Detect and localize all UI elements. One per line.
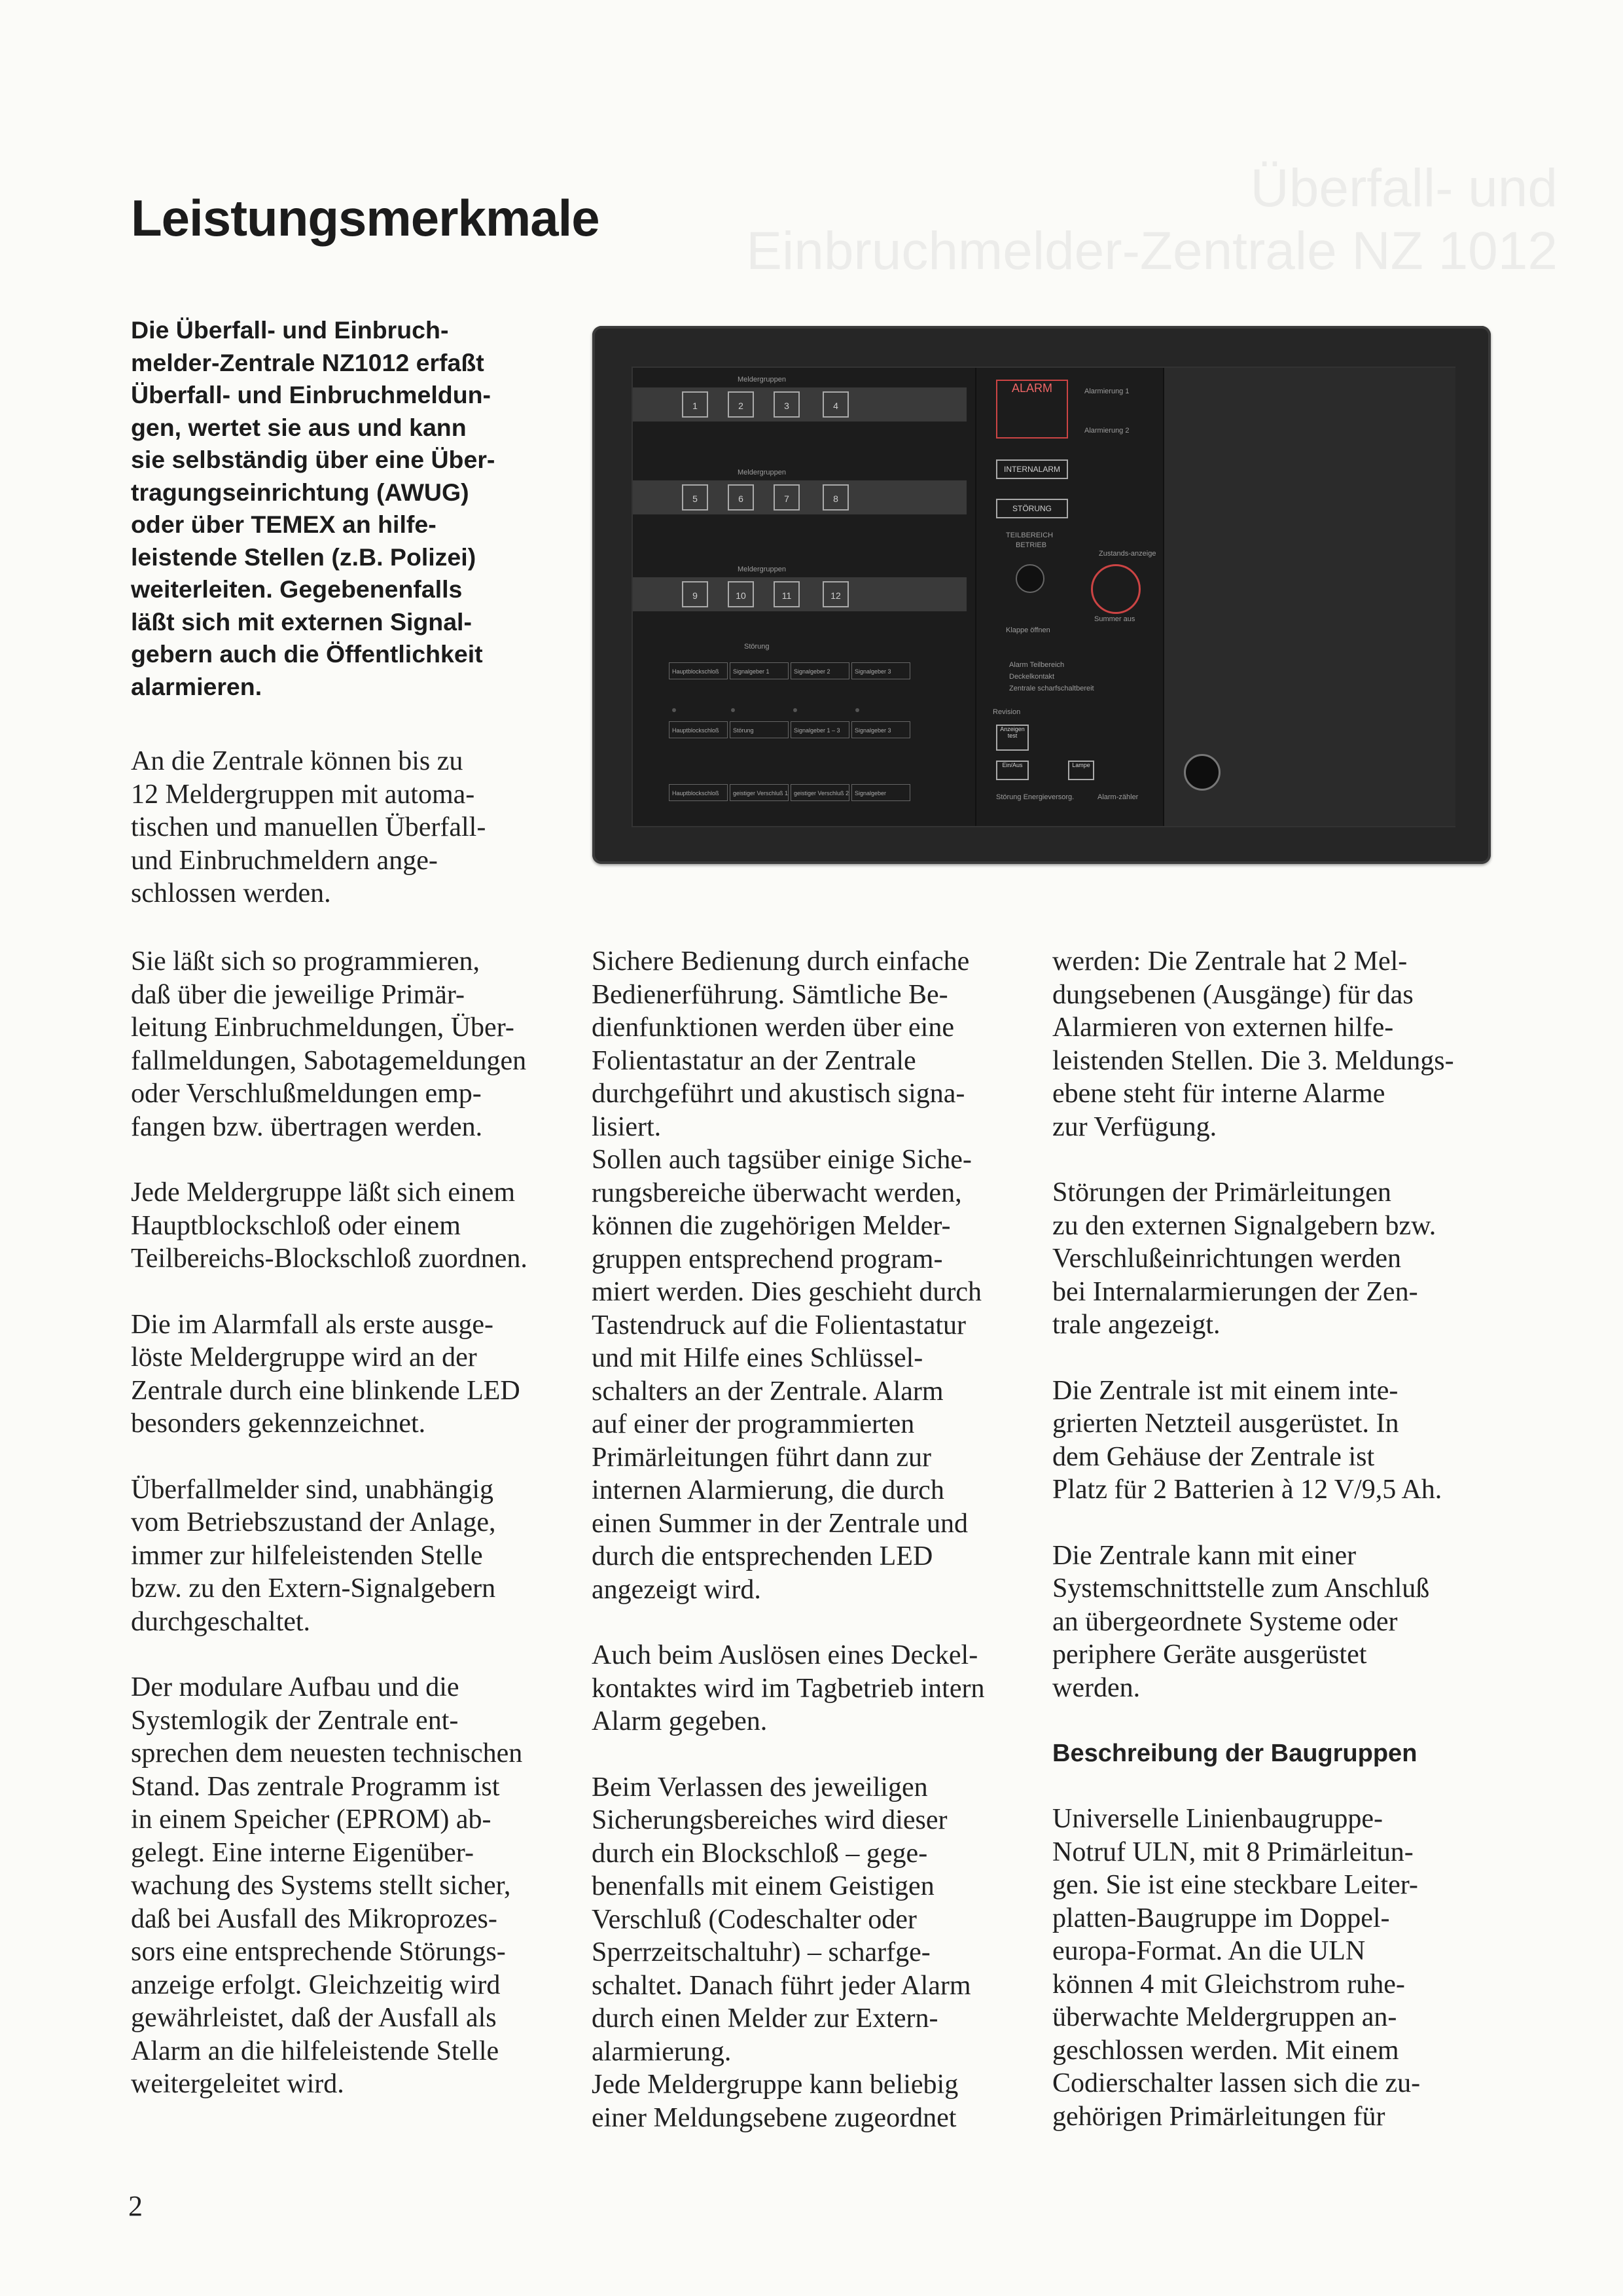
text-line: durch die entsprechenden LED bbox=[592, 1541, 933, 1571]
group-key: 10 bbox=[728, 581, 754, 607]
group-key: 12 bbox=[823, 581, 849, 607]
status-cell: geistiger Verschluß 1 bbox=[730, 784, 789, 801]
text-line: Stand. Das zentrale Programm ist bbox=[131, 1771, 500, 1802]
deckelkontakt-label: Deckelkontakt bbox=[1009, 673, 1055, 681]
group-key: 7 bbox=[774, 484, 800, 511]
text-line: internen Alarmierung, die durch bbox=[592, 1475, 944, 1505]
alarmierung2-label: Alarmierung 2 bbox=[1084, 427, 1130, 435]
betrieb-label: BETRIEB bbox=[1016, 541, 1047, 549]
col2-paragraph-3 bbox=[592, 1771, 1043, 2135]
col1-paragraph-2 bbox=[131, 1176, 582, 1276]
text-line: Hauptblockschloß oder einem bbox=[131, 1210, 461, 1241]
alarm-label: ALARM bbox=[1011, 382, 1052, 395]
text-line: ebene steht für interne Alarme bbox=[1052, 1079, 1385, 1109]
lock-icon bbox=[1184, 754, 1221, 791]
alarm-indicator bbox=[996, 380, 1068, 439]
text-line: können die zugehörigen Melder- bbox=[592, 1211, 951, 1241]
stoerung-button: STÖRUNG bbox=[996, 499, 1068, 518]
text-line: können 4 mit Gleichstrom ruhe- bbox=[1052, 1969, 1405, 2000]
lead-paragraph bbox=[131, 745, 556, 910]
status-cell: Hauptblockschloß bbox=[669, 721, 728, 738]
text-line: grierten Netzteil ausgerüstet. In bbox=[1052, 1408, 1399, 1439]
text-line: überwachte Meldergruppen an- bbox=[1052, 2002, 1397, 2032]
led bbox=[793, 708, 797, 712]
text-line: zu den externen Signalgebern bzw. bbox=[1052, 1210, 1436, 1241]
col3-paragraph-1 bbox=[1052, 945, 1504, 1143]
text-line: Sicherungsbereiches wird dieser bbox=[592, 1805, 948, 1835]
text-line: rungsbereiche überwacht werden, bbox=[592, 1177, 962, 1208]
text-line: Die Zentrale ist mit einem inte- bbox=[1052, 1375, 1399, 1406]
text-line: benenfalls mit einem Geistigen bbox=[592, 1871, 935, 1901]
anzeigen-test-button: Anzeigen test bbox=[996, 725, 1029, 751]
intro-line: gebern auch die Öffentlichkeit bbox=[131, 640, 483, 668]
text-line: Die im Alarmfall als erste ausge- bbox=[131, 1309, 493, 1340]
text-line: Systemlogik der Zentrale ent- bbox=[131, 1705, 459, 1736]
text-line: in einem Speicher (EPROM) ab- bbox=[131, 1804, 491, 1835]
intro-line: Überfall- und Einbruchmeldun- bbox=[131, 381, 491, 408]
status-cell: Signalgeber 1 bbox=[730, 662, 789, 679]
status-cell: geistiger Verschluß 2 bbox=[791, 784, 849, 801]
page-title: Leistungsmerkmale bbox=[131, 189, 599, 247]
text-line: wachung des Systems stellt sicher, bbox=[131, 1871, 511, 1901]
text-line: Notruf ULN, mit 8 Primärleitun- bbox=[1052, 1837, 1414, 1867]
lead-line: tischen und manuellen Überfall- bbox=[131, 812, 486, 842]
lead-line: schlossen werden. bbox=[131, 878, 331, 908]
text-line: Bedienerführung. Sämtliche Be- bbox=[592, 979, 948, 1010]
col1-paragraph-5 bbox=[131, 1671, 582, 2101]
text-line: Sollen auch tagsüber einige Siche- bbox=[592, 1145, 972, 1175]
text-line: bzw. zu den Extern-Signalgebern bbox=[131, 1573, 496, 1604]
text-line: geschlossen werden. Mit einem bbox=[1052, 2035, 1399, 2066]
text-line: Folientastatur an der Zentrale bbox=[592, 1045, 916, 1076]
text-line: weitergeleitet wird. bbox=[131, 2069, 344, 2099]
text-line: Störungen der Primärleitungen bbox=[1052, 1177, 1391, 1208]
text-line: lisiert. bbox=[592, 1111, 662, 1142]
text-line: auf einer der programmierten bbox=[592, 1409, 915, 1439]
col3-paragraph-4 bbox=[1052, 1539, 1504, 1705]
text-line: platten-Baugruppe im Doppel- bbox=[1052, 1903, 1390, 1933]
text-line: leistenden Stellen. Die 3. Meldungs- bbox=[1052, 1045, 1454, 1076]
text-line: Sperrzeitschaltuhr) – scharfge- bbox=[592, 1937, 931, 1967]
ghost-heading-line1: Überfall- und bbox=[1250, 158, 1558, 218]
intro-paragraph bbox=[131, 314, 556, 703]
lampe-button: Lampe bbox=[1068, 761, 1094, 780]
column-2 bbox=[592, 945, 1043, 2167]
text-line: Teilbereichs-Blockschloß zuordnen. bbox=[131, 1244, 527, 1274]
alarmierung1-label: Alarmierung 1 bbox=[1084, 387, 1130, 395]
intro-line: leistende Stellen (z.B. Polizei) bbox=[131, 543, 476, 571]
text-line: zur Verfügung. bbox=[1052, 1111, 1217, 1142]
text-line: gehörigen Primärleitungen für bbox=[1052, 2101, 1385, 2132]
group-label-1: Meldergruppen bbox=[738, 376, 786, 384]
text-line: anzeige erfolgt. Gleichzeitig wird bbox=[131, 1969, 501, 2000]
col3-paragraph-5 bbox=[1052, 1803, 1504, 2133]
text-line: Auch beim Auslösen eines Deckel- bbox=[592, 1640, 978, 1670]
zentrale-scharf-label: Zentrale scharfschaltbereit bbox=[1009, 685, 1094, 692]
text-line: bei Internalarmierungen der Zen- bbox=[1052, 1276, 1418, 1307]
alarm-control-panel-photo bbox=[592, 326, 1491, 864]
text-line: daß bei Ausfall des Mikroprozes- bbox=[131, 1903, 497, 1934]
intro-line: läßt sich mit externen Signal- bbox=[131, 607, 472, 636]
text-line: Sie läßt sich so programmieren, bbox=[131, 946, 480, 977]
text-line: vom Betriebszustand der Anlage, bbox=[131, 1507, 496, 1537]
group-key: 8 bbox=[823, 484, 849, 511]
intro-line: weiterleiten. Gegebenenfalls bbox=[131, 575, 463, 603]
col1-paragraph-4 bbox=[131, 1473, 582, 1639]
column-1 bbox=[131, 945, 582, 2134]
section-subheading: Beschreibung der Baugruppen bbox=[1052, 1740, 1418, 1767]
text-line: dungsebenen (Ausgänge) für das bbox=[1052, 979, 1414, 1010]
text-line: besonders gekennzeichnet. bbox=[131, 1408, 426, 1439]
text-line: Sichere Bedienung durch einfache bbox=[592, 946, 970, 977]
page-number: 2 bbox=[128, 2190, 143, 2222]
text-line: durchgeschaltet. bbox=[131, 1606, 311, 1637]
text-line: schaltet. Danach führt jeder Alarm bbox=[592, 1970, 971, 2001]
intro-line: sie selbständig über eine Über- bbox=[131, 446, 495, 473]
status-display-ring bbox=[1091, 564, 1141, 614]
intro-line: gen, wertet sie aus und kann bbox=[131, 413, 467, 441]
group-key: 5 bbox=[682, 484, 708, 511]
text-line: immer zur hilfeleistenden Stelle bbox=[131, 1540, 483, 1571]
text-line: dem Gehäuse der Zentrale ist bbox=[1052, 1441, 1375, 1472]
group-label-2: Meldergruppen bbox=[738, 469, 786, 476]
revision-label: Revision bbox=[993, 708, 1021, 716]
alarm-teilbereich-label: Alarm Teilbereich bbox=[1009, 661, 1065, 669]
text-line: Primärleitungen führt dann zur bbox=[592, 1442, 932, 1473]
text-line: alarmierung. bbox=[592, 2036, 732, 2067]
text-line: fangen bzw. übertragen werden. bbox=[131, 1111, 483, 1142]
led bbox=[672, 708, 676, 712]
column-3 bbox=[1052, 945, 1504, 2166]
text-line: Tastendruck auf die Folientastatur bbox=[592, 1310, 967, 1340]
led bbox=[855, 708, 859, 712]
text-line: Platz für 2 Batterien à 12 V/9,5 Ah. bbox=[1052, 1475, 1442, 1505]
text-line: werden. bbox=[1052, 1672, 1141, 1703]
text-line: Überfallmelder sind, unabhängig bbox=[131, 1474, 493, 1505]
text-line: Beim Verlassen des jeweiligen bbox=[592, 1772, 928, 1803]
text-line: einer Meldungsebene zugeordnet bbox=[592, 2102, 957, 2133]
internalarm-button: INTERNALARM bbox=[996, 459, 1068, 479]
text-line: Der modulare Aufbau und die bbox=[131, 1672, 459, 1702]
status-cell: Signalgeber 3 bbox=[851, 721, 910, 738]
text-line: fallmeldungen, Sabotagemeldungen bbox=[131, 1045, 527, 1076]
lead-line: und Einbruchmeldern ange- bbox=[131, 845, 438, 876]
intro-line: Die Überfall- und Einbruch- bbox=[131, 316, 449, 344]
teilbereich-label: TEILBEREICH bbox=[1006, 531, 1054, 539]
col1-paragraph-3 bbox=[131, 1308, 582, 1441]
text-line: gruppen entsprechend program- bbox=[592, 1244, 943, 1274]
ein-aus-button: Ein/Aus bbox=[996, 761, 1029, 780]
text-line: durchgeführt und akustisch signa- bbox=[592, 1079, 965, 1109]
status-cell: Signalgeber 3 bbox=[851, 662, 910, 679]
group-key: 2 bbox=[728, 391, 754, 418]
col1-paragraph-1 bbox=[131, 945, 582, 1143]
text-line: oder Verschlußmeldungen emp- bbox=[131, 1079, 482, 1109]
alarm-zaehler-label: Alarm-zähler bbox=[1097, 793, 1139, 801]
text-line: sprechen dem neuesten technischen bbox=[131, 1738, 523, 1768]
status-cell: Störung bbox=[730, 721, 789, 738]
group-key: 3 bbox=[774, 391, 800, 418]
text-line: miert werden. Dies geschieht durch bbox=[592, 1277, 982, 1307]
panel-door bbox=[1163, 368, 1455, 826]
col2-paragraph-2 bbox=[592, 1639, 1043, 1738]
text-line: durch ein Blockschloß – gege- bbox=[592, 1838, 928, 1869]
lead-line: 12 Meldergruppen mit automa- bbox=[131, 779, 475, 810]
text-line: Alarmieren von externen hilfe- bbox=[1052, 1013, 1394, 1043]
text-line: kontaktes wird im Tagbetrieb intern bbox=[592, 1673, 985, 1704]
text-line: Die Zentrale kann mit einer bbox=[1052, 1540, 1357, 1571]
text-line: gelegt. Eine interne Eigenüber- bbox=[131, 1837, 474, 1868]
panel-faceplate bbox=[632, 367, 1455, 827]
text-line: dienfunktionen werden über eine bbox=[592, 1013, 954, 1043]
stoerung-energie-label: Störung Energieversorg. bbox=[996, 793, 1075, 801]
ghost-heading-line2: Einbruchmelder-Zentrale NZ 1012 bbox=[746, 221, 1558, 281]
panel-divider bbox=[975, 368, 976, 826]
text-line: Systemschnittstelle zum Anschluß bbox=[1052, 1573, 1430, 1604]
col2-paragraph-1 bbox=[592, 945, 1043, 1606]
intro-line: melder-Zentrale NZ1012 erfaßt bbox=[131, 348, 484, 376]
text-line: trale angezeigt. bbox=[1052, 1310, 1221, 1340]
text-line: Verschluß (Codeschalter oder bbox=[592, 1904, 917, 1935]
text-line: Jede Meldergruppe läßt sich einem bbox=[131, 1177, 516, 1208]
group-key: 11 bbox=[774, 581, 800, 607]
status-cell: Hauptblockschloß bbox=[669, 784, 728, 801]
group-key: 4 bbox=[823, 391, 849, 418]
text-line: periphere Geräte ausgerüstet bbox=[1052, 1640, 1367, 1670]
text-line: Alarm gegeben. bbox=[592, 1706, 768, 1736]
text-line: Alarm an die hilfeleistende Stelle bbox=[131, 2036, 499, 2066]
text-line: Zentrale durch eine blinkende LED bbox=[131, 1375, 520, 1406]
text-line: und mit Hilfe eines Schlüssel- bbox=[592, 1343, 923, 1373]
lead-line: An die Zentrale können bis zu bbox=[131, 746, 463, 776]
intro-line: oder über TEMEX an hilfe- bbox=[131, 511, 437, 538]
klappe-label: Klappe öffnen bbox=[1006, 626, 1050, 634]
text-line: werden: Die Zentrale hat 2 Mel- bbox=[1052, 946, 1408, 977]
status-cell: Hauptblockschloß bbox=[669, 662, 728, 679]
text-line: durch einen Melder zur Extern- bbox=[592, 2003, 938, 2034]
status-cell: Signalgeber 1 – 3 bbox=[791, 721, 849, 738]
text-line: sors eine entsprechende Störungs- bbox=[131, 1937, 506, 1967]
text-line: gewährleistet, daß der Ausfall als bbox=[131, 2003, 497, 2033]
text-line: schalters an der Zentrale. Alarm bbox=[592, 1376, 944, 1407]
intro-line: alarmieren. bbox=[131, 672, 262, 700]
group-key: 6 bbox=[728, 484, 754, 511]
text-line: Verschlußeinrichtungen werden bbox=[1052, 1244, 1401, 1274]
text-line: Universelle Linienbaugruppe- bbox=[1052, 1804, 1383, 1834]
status-cell: Signalgeber 2 bbox=[791, 662, 849, 679]
text-line: daß über die jeweilige Primär- bbox=[131, 979, 465, 1010]
text-line: europa-Format. An die ULN bbox=[1052, 1936, 1366, 1966]
col3-paragraph-3 bbox=[1052, 1374, 1504, 1507]
text-line: Codierschalter lassen sich die zu- bbox=[1052, 2068, 1421, 2098]
text-line: leitung Einbruchmeldungen, Über- bbox=[131, 1013, 514, 1043]
zustands-label: Zustands-anzeige bbox=[1099, 550, 1156, 558]
text-line: gen. Sie ist eine steckbare Leiter- bbox=[1052, 1870, 1418, 1900]
summer-label: Summer aus bbox=[1094, 615, 1135, 623]
group-label-3: Meldergruppen bbox=[738, 565, 786, 573]
text-line: angezeigt wird. bbox=[592, 1574, 761, 1605]
led bbox=[731, 708, 735, 712]
intro-line: tragungseinrichtung (AWUG) bbox=[131, 478, 469, 506]
group-key: 9 bbox=[682, 581, 708, 607]
text-line: löste Meldergruppe wird an der bbox=[131, 1342, 477, 1372]
group-key: 1 bbox=[682, 391, 708, 418]
text-line: Jede Meldergruppe kann beliebig bbox=[592, 2070, 959, 2100]
status-cell: Signalgeber bbox=[851, 784, 910, 801]
col3-paragraph-2 bbox=[1052, 1176, 1504, 1342]
key-switch-icon bbox=[1016, 564, 1044, 593]
stoerung-label: Störung bbox=[744, 643, 770, 651]
text-line: an übergeordnete Systeme oder bbox=[1052, 1606, 1398, 1637]
text-line: einen Summer in der Zentrale und bbox=[592, 1508, 968, 1539]
